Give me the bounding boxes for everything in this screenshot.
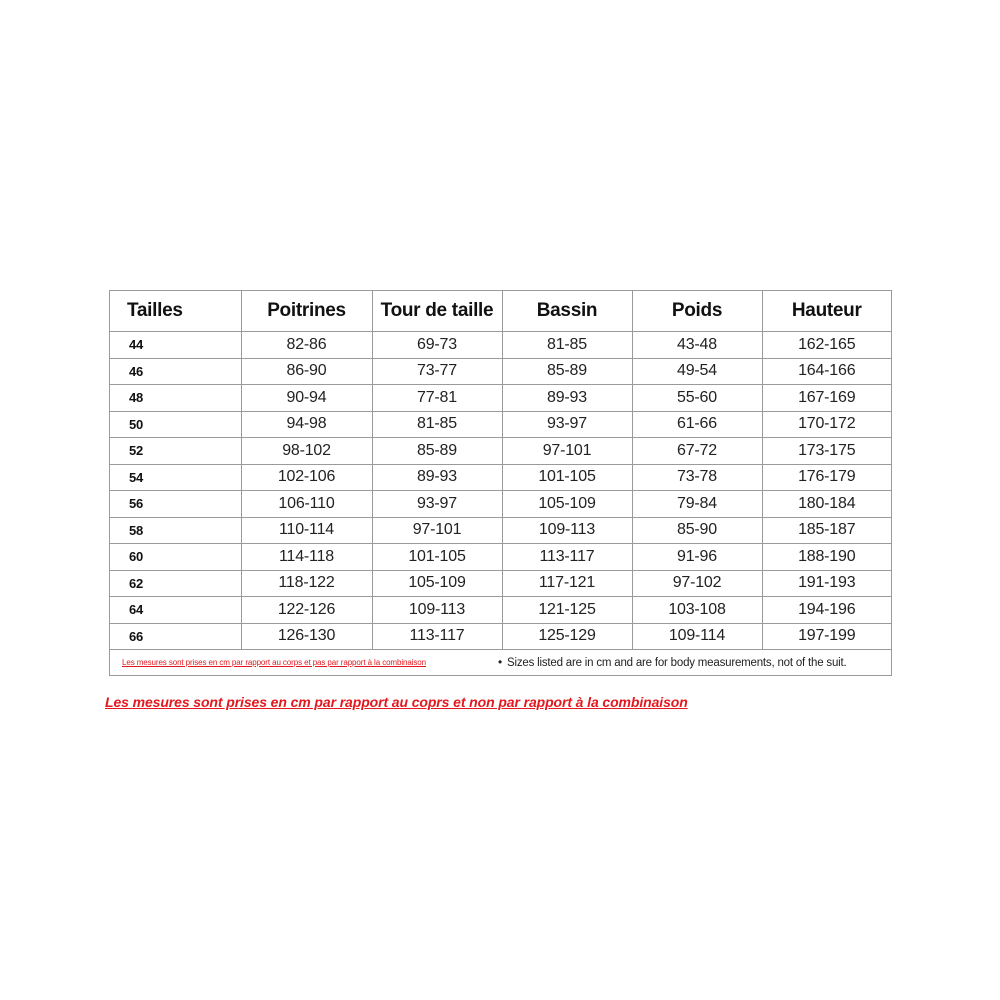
size-cell: 50 [110, 411, 241, 438]
value-cell: 55-60 [632, 385, 762, 412]
header-poids: Poids [632, 291, 762, 332]
value-cell: 194-196 [762, 597, 891, 624]
value-cell: 89-93 [372, 464, 502, 491]
value-cell: 49-54 [632, 358, 762, 385]
value-cell: 85-89 [502, 358, 632, 385]
value-cell: 85-89 [372, 438, 502, 465]
size-cell: 56 [110, 491, 241, 518]
footer-note [498, 650, 847, 676]
value-cell: 170-172 [762, 411, 891, 438]
value-cell: 97-101 [372, 517, 502, 544]
value-cell: 113-117 [502, 544, 632, 571]
value-cell: 77-81 [372, 385, 502, 412]
value-cell: 164-166 [762, 358, 891, 385]
value-cell: 91-96 [632, 544, 762, 571]
value-cell: 176-179 [762, 464, 891, 491]
size-cell: 52 [110, 438, 241, 465]
table-row [110, 358, 891, 385]
table-row [110, 491, 891, 518]
bullet-icon: • [498, 655, 503, 669]
value-cell: 109-113 [502, 517, 632, 544]
table-row [110, 570, 891, 597]
size-cell: 48 [110, 385, 241, 412]
value-cell: 73-77 [372, 358, 502, 385]
size-cell: 60 [110, 544, 241, 571]
value-cell: 86-90 [241, 358, 372, 385]
size-table [110, 291, 891, 650]
value-cell: 105-109 [502, 491, 632, 518]
value-cell: 101-105 [502, 464, 632, 491]
value-cell: 81-85 [372, 411, 502, 438]
value-cell: 43-48 [632, 332, 762, 359]
size-cell: 44 [110, 332, 241, 359]
value-cell: 98-102 [241, 438, 372, 465]
value-cell: 167-169 [762, 385, 891, 412]
table-row [110, 597, 891, 624]
value-cell: 85-90 [632, 517, 762, 544]
header-hauteur: Hauteur [762, 291, 891, 332]
value-cell: 89-93 [502, 385, 632, 412]
value-cell: 105-109 [372, 570, 502, 597]
value-cell: 106-110 [241, 491, 372, 518]
table-row [110, 623, 891, 650]
table-row [110, 544, 891, 571]
value-cell: 173-175 [762, 438, 891, 465]
value-cell: 188-190 [762, 544, 891, 571]
value-cell: 125-129 [502, 623, 632, 650]
value-cell: 191-193 [762, 570, 891, 597]
header-row [110, 291, 891, 332]
size-cell: 46 [110, 358, 241, 385]
header-tour-de-taille: Tour de taille [372, 291, 502, 332]
value-cell: 73-78 [632, 464, 762, 491]
size-cell: 54 [110, 464, 241, 491]
caption-note: Les mesures sont prises en cm par rapport au coprs et non par rapport à la combinaison [105, 694, 688, 710]
header-tailles: Tailles [110, 291, 241, 332]
value-cell: 101-105 [372, 544, 502, 571]
value-cell: 197-199 [762, 623, 891, 650]
value-cell: 180-184 [762, 491, 891, 518]
footer-red-note: Les mesures sont prises en cm par rapport au corps et pas par rapport à la combinaison [122, 658, 427, 667]
value-cell: 97-102 [632, 570, 762, 597]
value-cell: 109-114 [632, 623, 762, 650]
value-cell: 69-73 [372, 332, 502, 359]
value-cell: 79-84 [632, 491, 762, 518]
table-row [110, 517, 891, 544]
value-cell: 93-97 [502, 411, 632, 438]
table-row [110, 332, 891, 359]
header-bassin: Bassin [502, 291, 632, 332]
value-cell: 94-98 [241, 411, 372, 438]
value-cell: 61-66 [632, 411, 762, 438]
value-cell: 126-130 [241, 623, 372, 650]
value-cell: 67-72 [632, 438, 762, 465]
table-row [110, 385, 891, 412]
value-cell: 110-114 [241, 517, 372, 544]
table-row [110, 464, 891, 491]
value-cell: 81-85 [502, 332, 632, 359]
value-cell: 113-117 [372, 623, 502, 650]
value-cell: 121-125 [502, 597, 632, 624]
value-cell: 102-106 [241, 464, 372, 491]
value-cell: 162-165 [762, 332, 891, 359]
table-row [110, 411, 891, 438]
value-cell: 103-108 [632, 597, 762, 624]
value-cell: 185-187 [762, 517, 891, 544]
size-cell: 62 [110, 570, 241, 597]
footer-note-text: Sizes listed are in cm and are for body measurements, not of the suit. [507, 657, 847, 669]
table-body [110, 332, 891, 650]
value-cell: 118-122 [241, 570, 372, 597]
header-poitrines: Poitrines [241, 291, 372, 332]
table-footer [110, 650, 891, 675]
value-cell: 82-86 [241, 332, 372, 359]
value-cell: 117-121 [502, 570, 632, 597]
table-row [110, 438, 891, 465]
value-cell: 97-101 [502, 438, 632, 465]
size-cell: 66 [110, 623, 241, 650]
value-cell: 93-97 [372, 491, 502, 518]
size-cell: 64 [110, 597, 241, 624]
value-cell: 109-113 [372, 597, 502, 624]
size-chart [109, 290, 892, 676]
value-cell: 122-126 [241, 597, 372, 624]
value-cell: 90-94 [241, 385, 372, 412]
size-cell: 58 [110, 517, 241, 544]
value-cell: 114-118 [241, 544, 372, 571]
